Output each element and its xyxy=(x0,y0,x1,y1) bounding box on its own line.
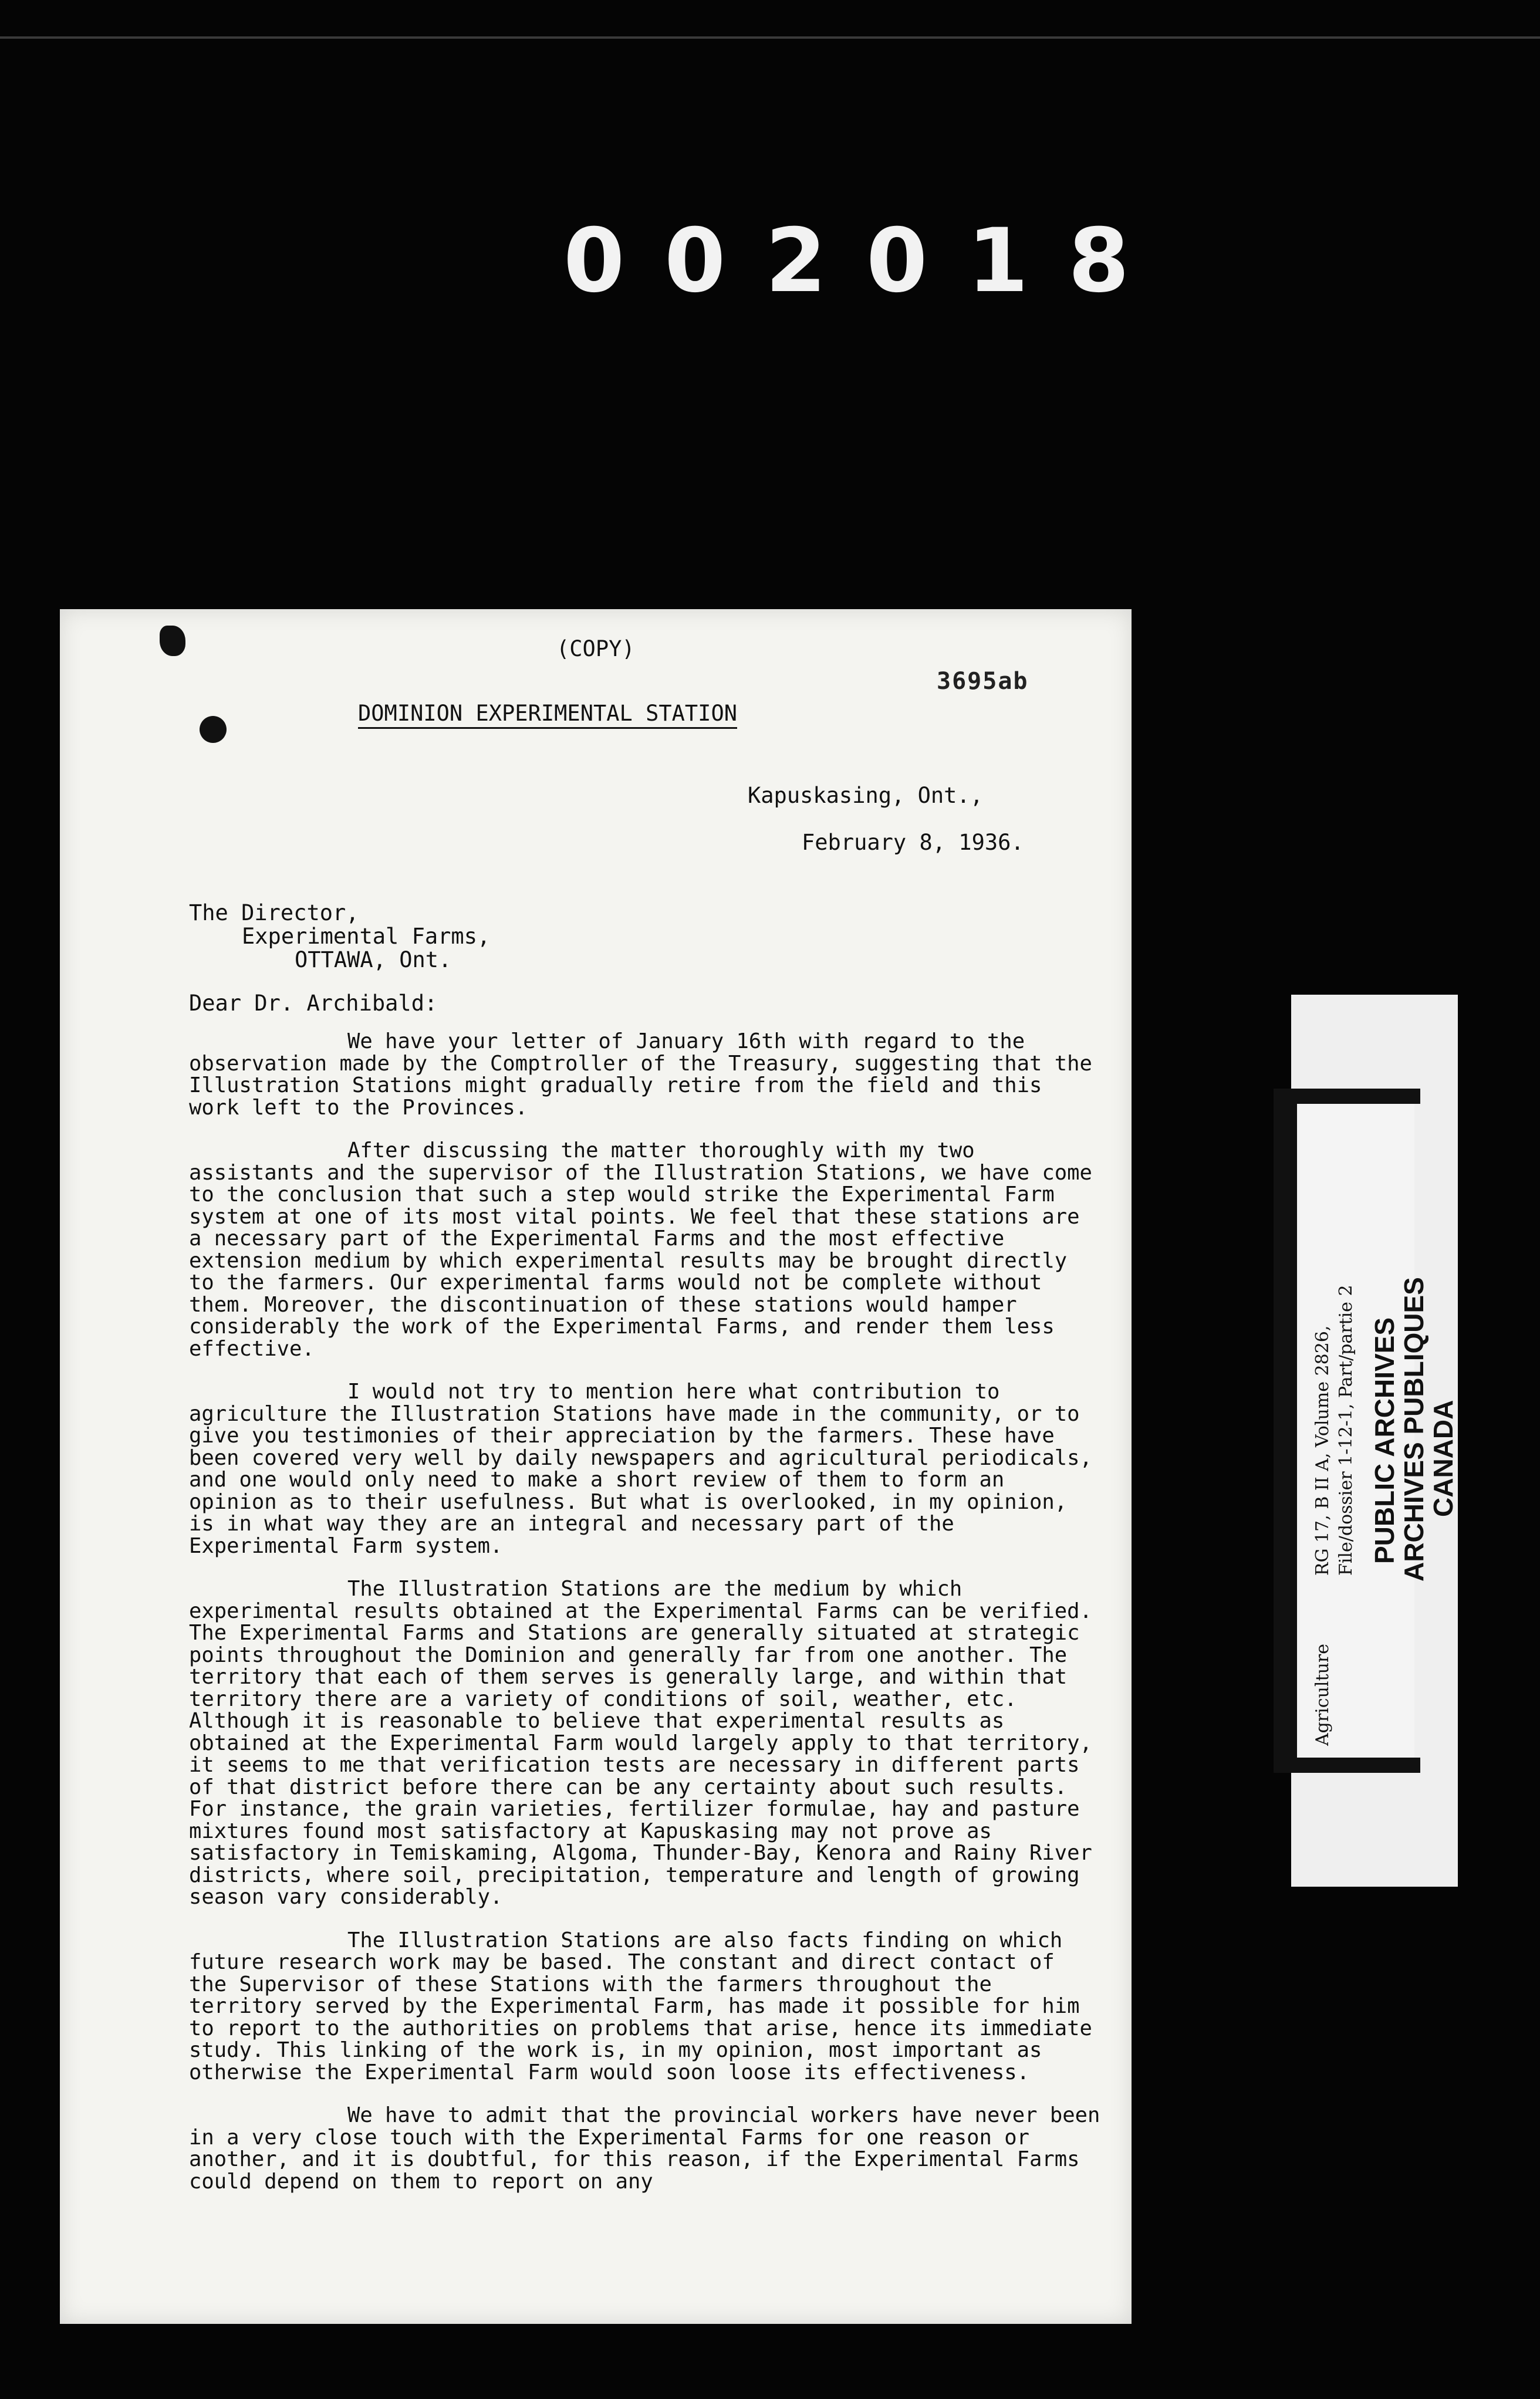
frame-digit: 0 xyxy=(866,210,928,312)
archive-category: Agriculture xyxy=(1312,1644,1333,1746)
address-line: The Director, xyxy=(189,900,359,925)
archive-name-en: PUBLIC ARCHIVES xyxy=(1369,1317,1400,1564)
address-line: OTTAWA, Ont. xyxy=(295,947,452,972)
letterhead-title: DOMINION EXPERIMENTAL STATION xyxy=(358,701,737,729)
microfilm-frame-number xyxy=(563,210,1130,312)
card-stripe xyxy=(1274,1758,1420,1773)
archive-reference-card xyxy=(1291,995,1458,1887)
letter-date: February 8, 1936. xyxy=(802,830,1024,855)
card-stripe xyxy=(1274,1089,1420,1104)
body-paragraph: After discussing the matter thoroughly with my two assistants and the supervisor of the Illustration Stations, we have come to the conclusion that such a step would strike the Experimental Farm system at one of its most vital points. We feel that these stations are a necessary part of the Experimental Farms and the most effective extension medium by which experimental results may be brought directly to the farmers. Our experimental farms would not be complete without them. Moreover, the discontinuation of these stations would hamper considerably the work of the Experimental Farms, and render them less effective. xyxy=(189,1138,1092,1361)
body-paragraph: The Illustration Stations are also facts finding on which future research work may be based. The constant and direct contact of the Supervisor of these Stations with the farmers throughout the territory served by the Experimental Farm, has made it possible for him to report to the authorities on problems that arise, hence its immediate study. This linking of the work is, in my opinion, most important as otherwise the Experimental Farm would soon loose its effectiveness. xyxy=(189,1928,1092,2084)
frame-digit: 1 xyxy=(967,210,1029,312)
frame-digit: 2 xyxy=(765,210,827,312)
frame-digit: 0 xyxy=(664,210,726,312)
sender-location: Kapuskasing, Ont., xyxy=(748,783,983,808)
archive-country: CANADA xyxy=(1428,1400,1458,1517)
address-line: Experimental Farms, xyxy=(242,924,491,949)
film-top-rule xyxy=(0,36,1540,39)
stamp-number: 3695ab xyxy=(937,668,1029,695)
body-paragraph: We have to admit that the provincial workers have never been in a very close touch with the Experimental Farms for one reason or another, and it is doubtful, for this reason, if the Experimental Farms could depend on them to report on any xyxy=(189,2103,1100,2194)
letter-body xyxy=(189,1030,1105,2214)
letter-page xyxy=(60,609,1132,2324)
body-paragraph: I would not try to mention here what contribution to agriculture the Illustration Stations have made in the community, or to give you testimonies of their appreciation by the farmers. These have been covered very well by daily newspapers and agricultural periodicals, and one would only need to make a short review of them to form an opinion as to their usefulness. But what is overlooked, in my opinion, is in what way they are an integral and necessary part of the Experimental Farm system. xyxy=(189,1380,1092,1558)
punch-hole-mark xyxy=(160,626,185,656)
frame-digit: 8 xyxy=(1068,210,1130,312)
body-paragraph: The Illustration Stations are the medium by which experimental results obtained at the Experimental Farms can be verified. The Experimental Farms and Stations are generally situated at strategic points throughout the Dominion and generally far from one another. The territory that each of them serves is generally large, and within that territory there are a variety of conditions of soil, weather, etc. Although it is reasonable to believe that experimental results as obtained at the Experimental Farm would largely apply to that territory, it seems to me that verification tests are necessary in different parts of that district before there can be any certainty about such results. For instance, the grain varieties, fertilizer formulae, hay and pasture mixtures found most satisfactory at Kapuskasing may not prove as satisfactory in Temiskaming, Algoma, Thunder-Bay, Kenora and Rainy River districts, where soil, precipitation, temperature and length of growing season vary considerably. xyxy=(189,1577,1092,1909)
punch-hole-mark xyxy=(200,716,227,743)
copy-label: (COPY) xyxy=(556,636,635,661)
body-paragraph: We have your letter of January 16th with regard to the observation made by the Comptroller of the Treasury, suggesting that the Illustration Stations might gradually retire from the field and this work left to the Provinces. xyxy=(189,1029,1092,1120)
salutation: Dear Dr. Archibald: xyxy=(189,991,438,1016)
archive-name-fr: ARCHIVES PUBLIQUES xyxy=(1399,1277,1429,1582)
archive-reference-line: RG 17, B II A, Volume 2826, xyxy=(1312,1325,1333,1576)
frame-digit: 0 xyxy=(563,210,625,312)
archive-reference-line: File/dossier 1-12-1, Part/partie 2 xyxy=(1336,1285,1356,1576)
recipient-address xyxy=(189,901,490,972)
